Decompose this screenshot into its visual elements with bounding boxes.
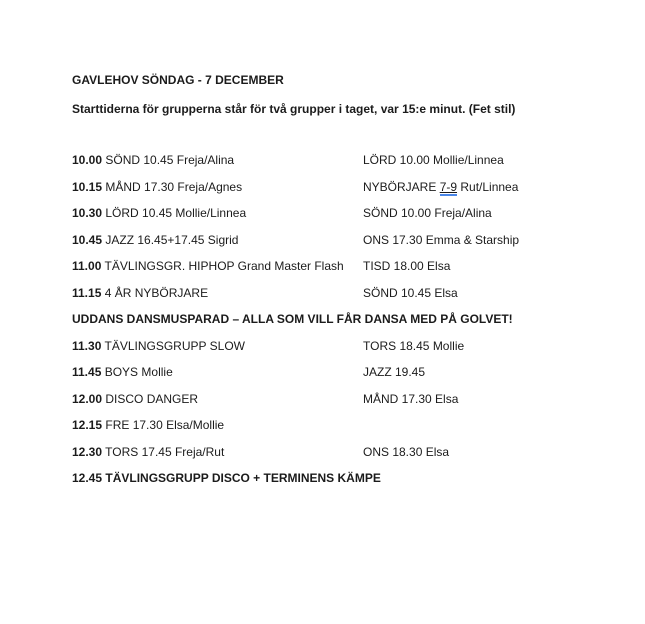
- page-title: GAVLEHOV SÖNDAG - 7 DECEMBER: [72, 73, 284, 87]
- row-left-text: DISCO DANGER: [105, 391, 199, 406]
- row-left-text: LÖRD 10.45 Mollie/Linnea: [105, 206, 247, 220]
- page-subtitle: Starttiderna för grupperna står för två grupper i taget, var 15:e minut. (Fet stil): [72, 102, 516, 116]
- schedule-row: [72, 147, 612, 174]
- row-left-text: SÖND 10.45 Freja/Alina: [105, 153, 235, 167]
- row-left-text: BOYS Mollie: [104, 365, 173, 379]
- row-time: 11.15: [72, 285, 102, 300]
- grammar-suggestion-link[interactable]: 7-9: [439, 179, 458, 194]
- row-left-text: TORS 17.45 Freja/Rut: [105, 444, 225, 459]
- row-left-text: JAZZ 16.45+17.45 Sigrid: [105, 232, 239, 247]
- row-time: 12.15: [72, 418, 103, 432]
- schedule: [72, 147, 612, 492]
- row-right-text: SÖND 10.00 Freja/Alina: [363, 206, 492, 220]
- schedule-row: [72, 386, 612, 413]
- schedule-row: [72, 280, 612, 307]
- row-left-text: TÄVLINGSGR. HIPHOP Grand Master Flash: [104, 259, 344, 273]
- row-right-text: MÅND 17.30 Elsa: [363, 391, 459, 406]
- row-right-text: TORS 18.45 Mollie: [363, 338, 465, 353]
- row-time: 11.45: [72, 365, 102, 379]
- schedule-row: [72, 412, 612, 439]
- row-right-text: SÖND 10.45 Elsa: [363, 285, 458, 300]
- row-time: 12.45: [72, 471, 103, 485]
- row-right-text: ONS 17.30 Emma & Starship: [363, 232, 520, 247]
- schedule-row: [72, 227, 612, 254]
- row-time: 11.00: [72, 259, 102, 273]
- row-time: 10.15: [72, 179, 103, 194]
- section-header: UDDANS DANSMUSPARAD – ALLA SOM VILL FÅR DANSA MED PÅ GOLVET!: [72, 312, 513, 326]
- row-time: 10.45: [72, 232, 103, 247]
- schedule-row: [72, 359, 612, 386]
- row-left-text: TÄVLINGSGRUPP SLOW: [104, 338, 245, 353]
- row-time: 11.30: [72, 338, 102, 353]
- row-right-text: [363, 174, 518, 201]
- right-text-post: Rut/Linnea: [457, 179, 519, 194]
- row-left-text: MÅND 17.30 Freja/Agnes: [105, 179, 243, 194]
- schedule-row: [72, 465, 612, 492]
- row-time: 12.00: [72, 391, 103, 406]
- schedule-row: [72, 439, 612, 466]
- row-right-text: JAZZ 19.45: [363, 365, 426, 379]
- row-time: 10.30: [72, 206, 103, 220]
- row-right-text: LÖRD 10.00 Mollie/Linnea: [363, 153, 504, 167]
- schedule-row: [72, 253, 612, 280]
- right-text-pre: NYBÖRJARE: [363, 179, 440, 194]
- row-right-text: ONS 18.30 Elsa: [363, 444, 450, 459]
- row-right-text: TISD 18.00 Elsa: [363, 259, 451, 273]
- row-left-text: 4 ÅR NYBÖRJARE: [104, 285, 209, 300]
- schedule-row: [72, 174, 612, 201]
- row-time: 10.00: [72, 153, 103, 167]
- row-left-text: TÄVLINGSGRUPP DISCO + TERMINENS KÄMPE: [105, 471, 381, 485]
- row-left-text: FRE 17.30 Elsa/Mollie: [105, 418, 225, 432]
- row-time: 12.30: [72, 444, 103, 459]
- schedule-row: [72, 200, 612, 227]
- schedule-row: [72, 333, 612, 360]
